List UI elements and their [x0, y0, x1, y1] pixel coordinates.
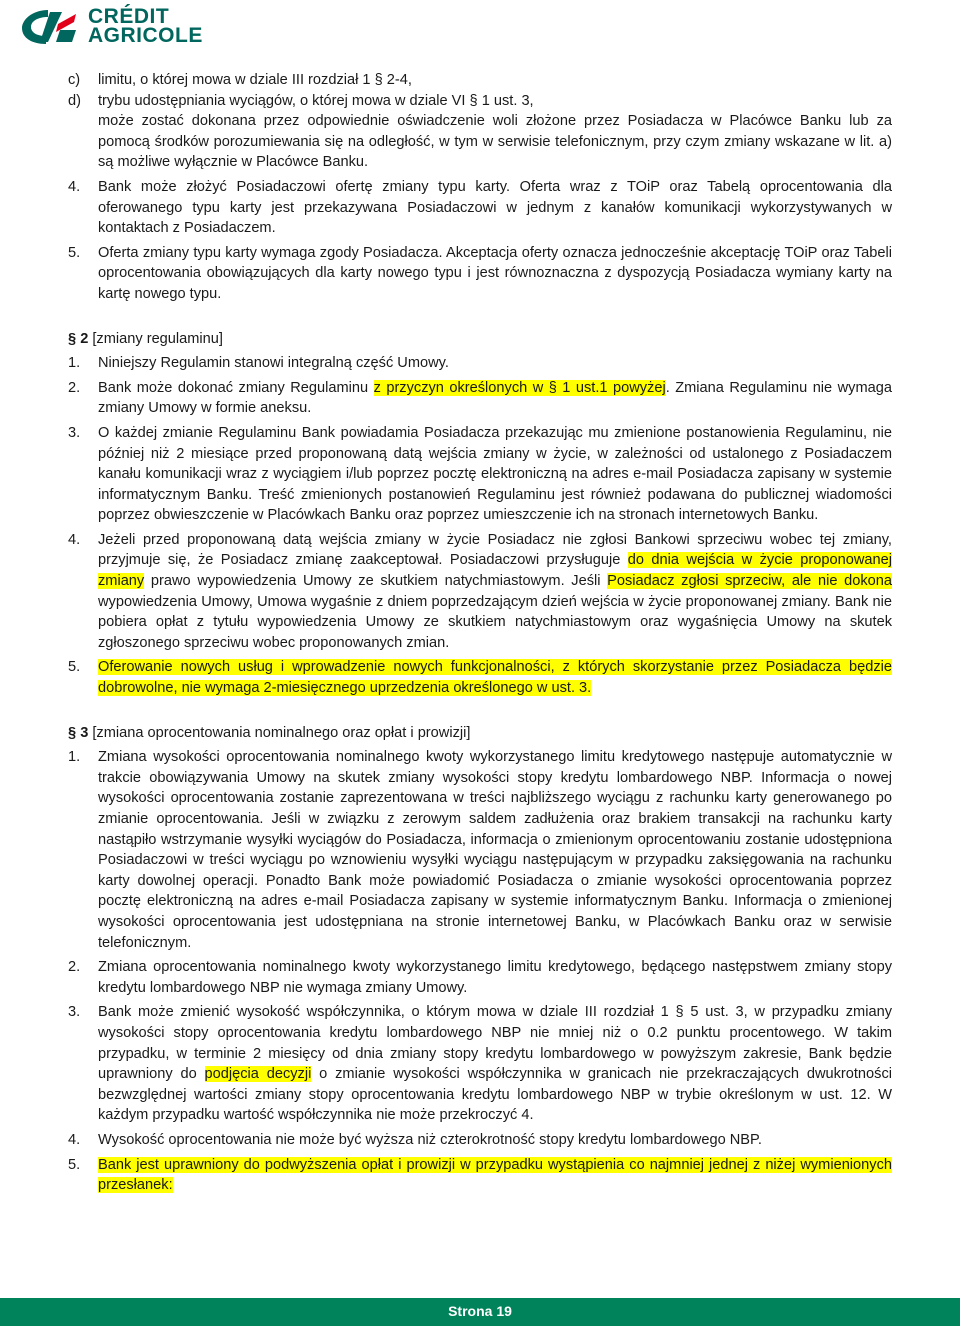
item-number: 1. [68, 749, 81, 766]
highlighted-text: z przyczyn określonych w § 1 ust.1 powyżej [373, 379, 666, 396]
s2-item-1 [68, 353, 892, 374]
item-number: 1. [68, 355, 81, 372]
item-number: 5. [68, 244, 81, 261]
list-item-4 [68, 177, 892, 239]
section-title: [zmiany regulaminu] [92, 330, 223, 347]
highlighted-text-2: Posiadacz zgłosi sprzeciw, ale nie dokona [607, 573, 892, 590]
logo-line1: CRÉDIT [88, 5, 170, 28]
s2-item-5 [68, 657, 892, 698]
item-number: 4. [68, 178, 81, 195]
s3-item-4 [68, 1130, 892, 1151]
item-text: Bank może złożyć Posiadaczowi ofertę zmiany typu karty. Oferta wraz z TOiP oraz Tabelą oprocentowania dla oferowanego typu karty jest przekazywana Posiadaczowi w jednym z kanałów komunikacji wykorzystywanych w kontaktach z Posiadaczem. [98, 178, 892, 237]
item-number: 3. [68, 1004, 81, 1021]
item-number: d) [68, 92, 81, 109]
section-title: [zmiana oprocentowania nominalnego oraz opłat i prowizji] [92, 724, 471, 741]
item-number: 2. [68, 379, 81, 396]
credit-agricole-logo [18, 4, 203, 48]
credit-agricole-emblem-icon [18, 6, 80, 46]
s3-item-2 [68, 957, 892, 998]
item-text-b: o zmianie wysokości współczynnika w granicach nie przekraczających dwukrotności bezwzględnej wartości zmiany stopy oprocentowania kredytu lombardowego NBP w trybie określonym w ust. 12. W każdym przypadku wartość współczynnika nie może przekroczyć 4. [98, 1066, 892, 1124]
section-heading-3 [68, 723, 892, 744]
highlighted-text-1: do dnia wejścia w życie proponowanej zmiany [98, 552, 892, 590]
s3-item-3 [68, 1002, 892, 1126]
page-footer [0, 1298, 960, 1326]
s2-item-2 [68, 378, 892, 419]
continuation-paragraph [68, 111, 892, 173]
item-number: 5. [68, 1156, 81, 1173]
item-text-c: wypowiedzenia Umowy, Umowa wygaśnie z dniem poprzedzającym dzień wejścia w życie proponowanej zmiany. Bank nie pobiera opłat z tytułu wypowiedzenia Umowy ze skutkiem natychmiastowym oraz wygaśnięcia Umowy na skutek zgłoszonego sprzeciwu wobec proponowanych zmian. [98, 593, 892, 651]
page-number: Strona 19 [448, 1303, 512, 1319]
section-sign: § [68, 724, 77, 741]
item-number: 5. [68, 659, 81, 676]
highlighted-text: Oferowanie nowych usług i wprowadzenie nowych funkcjonalności, z których skorzystanie przez Posiadacza będzie dobrowolne, nie wymaga 2-miesięcznego uprzedzenia określonego w ust. 3. [98, 659, 892, 697]
highlighted-text: podjęcia decyzji [204, 1066, 312, 1083]
item-text: Zmiana oprocentowania nominalnego kwoty wykorzystanego limitu kredytowego, będącego następstwem zmiany stopy kredytu lombardowego NBP nie wymaga zmiany Umowy. [98, 959, 892, 996]
item-text: Niniejszy Regulamin stanowi integralną część Umowy. [98, 355, 449, 372]
item-number: 4. [68, 531, 81, 548]
highlighted-text: Bank jest uprawniony do podwyższenia opłat i prowizji w przypadku wystąpienia co najmniej jednej z niżej wymienionych przesłanek: [98, 1156, 892, 1194]
list-item-d [68, 91, 892, 112]
item-text-a: Bank może dokonać zmiany Regulaminu [98, 379, 374, 396]
section-sign: § [68, 330, 77, 347]
item-text: Oferta zmiany typu karty wymaga zgody Posiadacza. Akceptacja oferty oznacza jednocześnie akceptację TOiP oraz Tabeli oprocentowania obowiązujących dla karty nowego typu i jest równoznaczna z dyspozycją Posiadacza wymiany karty na kartę nowego typu. [98, 244, 892, 302]
s3-item-5 [68, 1155, 892, 1196]
list-item-5 [68, 243, 892, 305]
item-number: c) [68, 72, 81, 88]
logo-line2: AGRICOLE [88, 24, 203, 47]
item-number: 2. [68, 959, 81, 976]
section-number: 3 [80, 724, 89, 741]
section-heading-2 [68, 329, 892, 350]
s3-item-1 [68, 747, 892, 953]
item-text: Wysokość oprocentowania nie może być wyższa niż czterokrotność stopy kredytu lombardowego NBP. [98, 1131, 762, 1148]
paragraph-text: może zostać dokonana przez odpowiednie oświadczenie woli złożone przez Posiadacza w Placówce Banku lub za pomocą środków porozumiewania się na odległość, w tym w serwisie telefonicznym, przy czym zmiany wskazane w lit. a) są możliwe wyłącznie w Placówce Banku. [98, 113, 892, 171]
item-text: limitu, o której mowa w dziale III rozdział 1 § 2-4, [98, 72, 412, 88]
s2-item-3 [68, 423, 892, 526]
section-number: 2 [80, 330, 89, 347]
item-number: 3. [68, 424, 81, 441]
item-text-b: prawo wypowiedzenia Umowy ze skutkiem natychmiastowym. Jeśli [144, 573, 608, 590]
list-item-c [68, 70, 892, 91]
item-text: O każdej zmianie Regulaminu Bank powiadamia Posiadacza przekazując mu zmienione postanowienia Regulaminu, nie później niż 2 miesiące przed proponowaną datą wejścia zmiany w życie, w zależności od ustalonego z Posiadaczem kanału komunikacji wraz z wyciągiem i/lub poprzez pocztę elektroniczną na adres e-mail Posiadacza zapisany w systemie informatycznym Banku. Treść zmienionych postanowień Regulaminu jest również podawana do publicznej wiadomości poprzez obwieszczenie w Placówkach Banku oraz poprzez umieszczenie ich na stronach internetowych Banku. [98, 424, 892, 524]
item-number: 4. [68, 1131, 81, 1148]
item-text-a: Jeżeli przed proponowaną datą wejścia zmiany w życie Posiadacz nie zgłosi Bankowi sprzeciwu wobec tej zmiany, przyjmuje się, że Posiadacz zmianę zaakceptował. Posiadaczowi przysługuje [98, 531, 892, 569]
document-body [68, 70, 892, 1196]
item-text: trybu udostępniania wyciągów, o której mowa w dziale VI § 1 ust. 3, [98, 92, 534, 109]
item-text-b: . Zmiana Regulaminu nie wymaga zmiany Umowy w formie aneksu. [98, 379, 892, 417]
item-text-a: Bank może zmienić wysokość współczynnika, o którym mowa w dziale III rozdział 1 § 5 ust. 3, w przypadku zmiany wysokości stopy oprocentowania kredytu lombardowego NBP nie mniej niż o 0.2 punktu procentowego. W takim przypadku, w terminie 2 miesięcy od dnia zmiany stopy kredytu lombardowego w powyższym zakresie, Bank będzie uprawniony do [98, 1004, 892, 1083]
item-text: Zmiana wysokości oprocentowania nominalnego kwoty wykorzystanego limitu kredytowego następuje automatycznie w trakcie obowiązywania Umowy na skutek zmiany wysokości stopy kredytu lombardowego NBP. Informacja o nowej wysokości oprocentowania zostanie zaprezentowana w treści najbliższego wyciągu z rachunku karty generowanego po zmianie oprocentowania. Jeśli w związku z zerowym saldem zadłużenia oraz brakiem transakcji na rachunku karty nastąpiło wstrzymanie wysyłki wyciągów do Posiadacza, informacja o zmienionym oprocentowaniu zostanie udostępniona Posiadaczowi w treści wyciągu po wznowieniu wysyłki wyciągu następującym w przypadku zaksięgowania na rachunku karty dowolnej operacji. Ponadto Bank może powiadomić Posiadacza o zmianie wysokości oprocentowania poprzez pocztę elektroniczną na adres e-mail Posiadacza zapisany w systemie informatycznym Banku. Informacja o zmienionej wysokości oprocentowania jest udostępniana na stronie internetowej Banku, w Placówkach Banku oraz w serwisie telefonicznym. [98, 749, 892, 951]
s2-item-4 [68, 530, 892, 654]
